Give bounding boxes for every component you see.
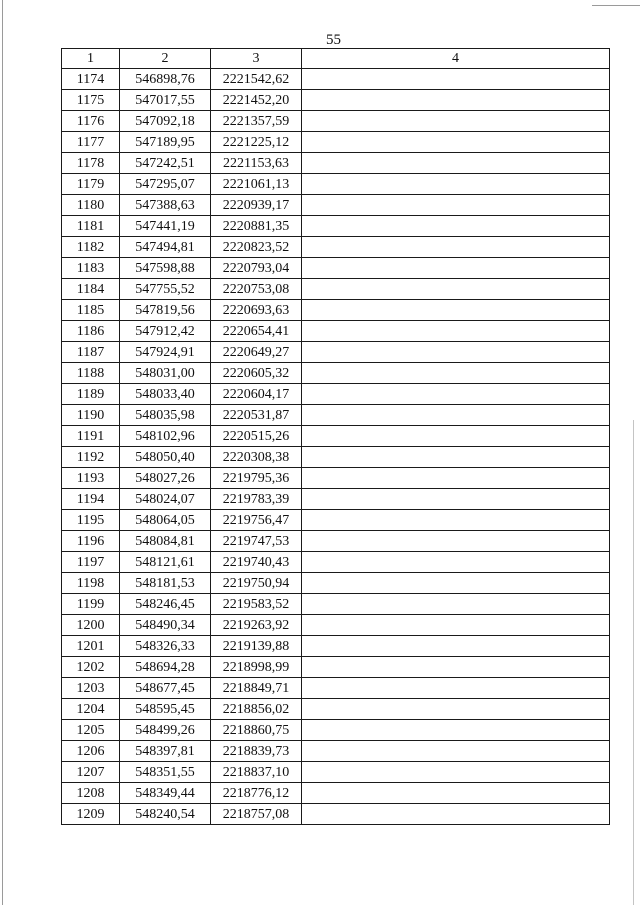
table-body xyxy=(62,69,610,825)
table-row xyxy=(62,300,610,321)
y-coordinate-cell: 2221153,63 xyxy=(211,153,302,174)
table-row xyxy=(62,468,610,489)
point-number-cell: 1183 xyxy=(62,258,120,279)
y-coordinate-cell: 2220823,52 xyxy=(211,237,302,258)
table-header-row xyxy=(62,49,610,69)
x-coordinate-cell: 548121,61 xyxy=(120,552,211,573)
y-coordinate-cell: 2218839,73 xyxy=(211,741,302,762)
x-coordinate-cell: 548181,53 xyxy=(120,573,211,594)
table-row xyxy=(62,489,610,510)
y-coordinate-cell: 2218856,02 xyxy=(211,699,302,720)
y-coordinate-cell: 2220649,27 xyxy=(211,342,302,363)
note-cell xyxy=(302,300,610,321)
note-cell xyxy=(302,237,610,258)
table-row xyxy=(62,510,610,531)
table-row xyxy=(62,111,610,132)
point-number-cell: 1185 xyxy=(62,300,120,321)
table-row xyxy=(62,405,610,426)
y-coordinate-cell: 2218757,08 xyxy=(211,804,302,825)
table-row xyxy=(62,783,610,804)
note-cell xyxy=(302,783,610,804)
x-coordinate-cell: 548050,40 xyxy=(120,447,211,468)
note-cell xyxy=(302,762,610,783)
scan-edge-left xyxy=(2,0,3,905)
x-coordinate-cell: 548595,45 xyxy=(120,699,211,720)
note-cell xyxy=(302,657,610,678)
y-coordinate-cell: 2219795,36 xyxy=(211,468,302,489)
x-coordinate-cell: 548240,54 xyxy=(120,804,211,825)
table-row xyxy=(62,195,610,216)
y-coordinate-cell: 2220793,04 xyxy=(211,258,302,279)
point-number-cell: 1191 xyxy=(62,426,120,447)
note-cell xyxy=(302,342,610,363)
table-row xyxy=(62,216,610,237)
y-coordinate-cell: 2219740,43 xyxy=(211,552,302,573)
y-coordinate-cell: 2219139,88 xyxy=(211,636,302,657)
point-number-cell: 1193 xyxy=(62,468,120,489)
y-coordinate-cell: 2218849,71 xyxy=(211,678,302,699)
note-cell xyxy=(302,699,610,720)
table-row xyxy=(62,342,610,363)
note-cell xyxy=(302,321,610,342)
y-coordinate-cell: 2221357,59 xyxy=(211,111,302,132)
point-number-cell: 1201 xyxy=(62,636,120,657)
table-row xyxy=(62,531,610,552)
x-coordinate-cell: 548031,00 xyxy=(120,363,211,384)
point-number-cell: 1199 xyxy=(62,594,120,615)
table-row xyxy=(62,678,610,699)
point-number-cell: 1176 xyxy=(62,111,120,132)
table-row xyxy=(62,573,610,594)
point-number-cell: 1197 xyxy=(62,552,120,573)
table-row xyxy=(62,447,610,468)
y-coordinate-cell: 2220515,26 xyxy=(211,426,302,447)
x-coordinate-cell: 547924,91 xyxy=(120,342,211,363)
point-number-cell: 1198 xyxy=(62,573,120,594)
note-cell xyxy=(302,615,610,636)
x-coordinate-cell: 548102,96 xyxy=(120,426,211,447)
table-row xyxy=(62,279,610,300)
y-coordinate-cell: 2218837,10 xyxy=(211,762,302,783)
x-coordinate-cell: 548677,45 xyxy=(120,678,211,699)
note-cell xyxy=(302,279,610,300)
note-cell xyxy=(302,90,610,111)
x-coordinate-cell: 547017,55 xyxy=(120,90,211,111)
y-coordinate-cell: 2219750,94 xyxy=(211,573,302,594)
y-coordinate-cell: 2220605,32 xyxy=(211,363,302,384)
y-coordinate-cell: 2220939,17 xyxy=(211,195,302,216)
note-cell xyxy=(302,405,610,426)
point-number-cell: 1206 xyxy=(62,741,120,762)
y-coordinate-cell: 2219747,53 xyxy=(211,531,302,552)
point-number-cell: 1186 xyxy=(62,321,120,342)
point-number-cell: 1203 xyxy=(62,678,120,699)
point-number-cell: 1180 xyxy=(62,195,120,216)
y-coordinate-cell: 2219263,92 xyxy=(211,615,302,636)
scan-edge-top-right xyxy=(592,5,640,6)
y-coordinate-cell: 2221452,20 xyxy=(211,90,302,111)
y-coordinate-cell: 2219583,52 xyxy=(211,594,302,615)
x-coordinate-cell: 547912,42 xyxy=(120,321,211,342)
x-coordinate-cell: 548246,45 xyxy=(120,594,211,615)
point-number-cell: 1182 xyxy=(62,237,120,258)
x-coordinate-cell: 547598,88 xyxy=(120,258,211,279)
x-coordinate-cell: 548064,05 xyxy=(120,510,211,531)
note-cell xyxy=(302,384,610,405)
x-coordinate-cell: 546898,76 xyxy=(120,69,211,90)
y-coordinate-cell: 2220881,35 xyxy=(211,216,302,237)
y-coordinate-cell: 2220531,87 xyxy=(211,405,302,426)
x-coordinate-cell: 547441,19 xyxy=(120,216,211,237)
y-coordinate-cell: 2220654,41 xyxy=(211,321,302,342)
table-row xyxy=(62,384,610,405)
note-cell xyxy=(302,489,610,510)
x-coordinate-cell: 547295,07 xyxy=(120,174,211,195)
x-coordinate-cell: 548024,07 xyxy=(120,489,211,510)
y-coordinate-cell: 2221542,62 xyxy=(211,69,302,90)
note-cell xyxy=(302,573,610,594)
point-number-cell: 1209 xyxy=(62,804,120,825)
table-row xyxy=(62,699,610,720)
point-number-cell: 1192 xyxy=(62,447,120,468)
x-coordinate-cell: 548694,28 xyxy=(120,657,211,678)
y-coordinate-cell: 2219756,47 xyxy=(211,510,302,531)
table-row xyxy=(62,363,610,384)
x-coordinate-cell: 547494,81 xyxy=(120,237,211,258)
table-row xyxy=(62,321,610,342)
note-cell xyxy=(302,195,610,216)
y-coordinate-cell: 2218860,75 xyxy=(211,720,302,741)
note-cell xyxy=(302,741,610,762)
note-cell xyxy=(302,216,610,237)
note-cell xyxy=(302,552,610,573)
x-coordinate-cell: 548027,26 xyxy=(120,468,211,489)
page-number: 55 xyxy=(326,32,341,48)
point-number-cell: 1177 xyxy=(62,132,120,153)
point-number-cell: 1184 xyxy=(62,279,120,300)
scan-edge-right xyxy=(633,420,634,905)
note-cell xyxy=(302,363,610,384)
y-coordinate-cell: 2219783,39 xyxy=(211,489,302,510)
x-coordinate-cell: 548349,44 xyxy=(120,783,211,804)
point-number-cell: 1205 xyxy=(62,720,120,741)
y-coordinate-cell: 2220604,17 xyxy=(211,384,302,405)
column-header: 4 xyxy=(302,49,610,69)
x-coordinate-cell: 548035,98 xyxy=(120,405,211,426)
note-cell xyxy=(302,468,610,489)
y-coordinate-cell: 2221225,12 xyxy=(211,132,302,153)
x-coordinate-cell: 548490,34 xyxy=(120,615,211,636)
coordinates-table xyxy=(61,48,610,825)
note-cell xyxy=(302,174,610,195)
x-coordinate-cell: 548084,81 xyxy=(120,531,211,552)
note-cell xyxy=(302,804,610,825)
y-coordinate-cell: 2220308,38 xyxy=(211,447,302,468)
table-row xyxy=(62,174,610,195)
table-row xyxy=(62,153,610,174)
table-row xyxy=(62,804,610,825)
x-coordinate-cell: 548033,40 xyxy=(120,384,211,405)
note-cell xyxy=(302,132,610,153)
x-coordinate-cell: 548397,81 xyxy=(120,741,211,762)
table-row xyxy=(62,426,610,447)
note-cell xyxy=(302,258,610,279)
note-cell xyxy=(302,69,610,90)
note-cell xyxy=(302,447,610,468)
point-number-cell: 1178 xyxy=(62,153,120,174)
note-cell xyxy=(302,678,610,699)
x-coordinate-cell: 547242,51 xyxy=(120,153,211,174)
column-header: 2 xyxy=(120,49,211,69)
point-number-cell: 1194 xyxy=(62,489,120,510)
table-row xyxy=(62,720,610,741)
table-row xyxy=(62,615,610,636)
x-coordinate-cell: 547755,52 xyxy=(120,279,211,300)
y-coordinate-cell: 2220753,08 xyxy=(211,279,302,300)
x-coordinate-cell: 547819,56 xyxy=(120,300,211,321)
point-number-cell: 1189 xyxy=(62,384,120,405)
note-cell xyxy=(302,111,610,132)
table-row xyxy=(62,657,610,678)
point-number-cell: 1208 xyxy=(62,783,120,804)
x-coordinate-cell: 547189,95 xyxy=(120,132,211,153)
point-number-cell: 1174 xyxy=(62,69,120,90)
point-number-cell: 1190 xyxy=(62,405,120,426)
note-cell xyxy=(302,426,610,447)
note-cell xyxy=(302,153,610,174)
table-row xyxy=(62,258,610,279)
table-row xyxy=(62,90,610,111)
point-number-cell: 1200 xyxy=(62,615,120,636)
note-cell xyxy=(302,720,610,741)
y-coordinate-cell: 2218998,99 xyxy=(211,657,302,678)
y-coordinate-cell: 2221061,13 xyxy=(211,174,302,195)
y-coordinate-cell: 2220693,63 xyxy=(211,300,302,321)
y-coordinate-cell: 2218776,12 xyxy=(211,783,302,804)
note-cell xyxy=(302,636,610,657)
table-row xyxy=(62,132,610,153)
column-header: 1 xyxy=(62,49,120,69)
column-header: 3 xyxy=(211,49,302,69)
x-coordinate-cell: 548326,33 xyxy=(120,636,211,657)
table-row xyxy=(62,762,610,783)
table-row xyxy=(62,636,610,657)
point-number-cell: 1187 xyxy=(62,342,120,363)
table-row xyxy=(62,69,610,90)
x-coordinate-cell: 547092,18 xyxy=(120,111,211,132)
x-coordinate-cell: 548351,55 xyxy=(120,762,211,783)
x-coordinate-cell: 548499,26 xyxy=(120,720,211,741)
point-number-cell: 1179 xyxy=(62,174,120,195)
point-number-cell: 1175 xyxy=(62,90,120,111)
table-row xyxy=(62,552,610,573)
point-number-cell: 1181 xyxy=(62,216,120,237)
table-row xyxy=(62,741,610,762)
note-cell xyxy=(302,531,610,552)
table-row xyxy=(62,237,610,258)
point-number-cell: 1202 xyxy=(62,657,120,678)
point-number-cell: 1188 xyxy=(62,363,120,384)
note-cell xyxy=(302,594,610,615)
note-cell xyxy=(302,510,610,531)
point-number-cell: 1204 xyxy=(62,699,120,720)
point-number-cell: 1207 xyxy=(62,762,120,783)
table-row xyxy=(62,594,610,615)
x-coordinate-cell: 547388,63 xyxy=(120,195,211,216)
point-number-cell: 1195 xyxy=(62,510,120,531)
point-number-cell: 1196 xyxy=(62,531,120,552)
